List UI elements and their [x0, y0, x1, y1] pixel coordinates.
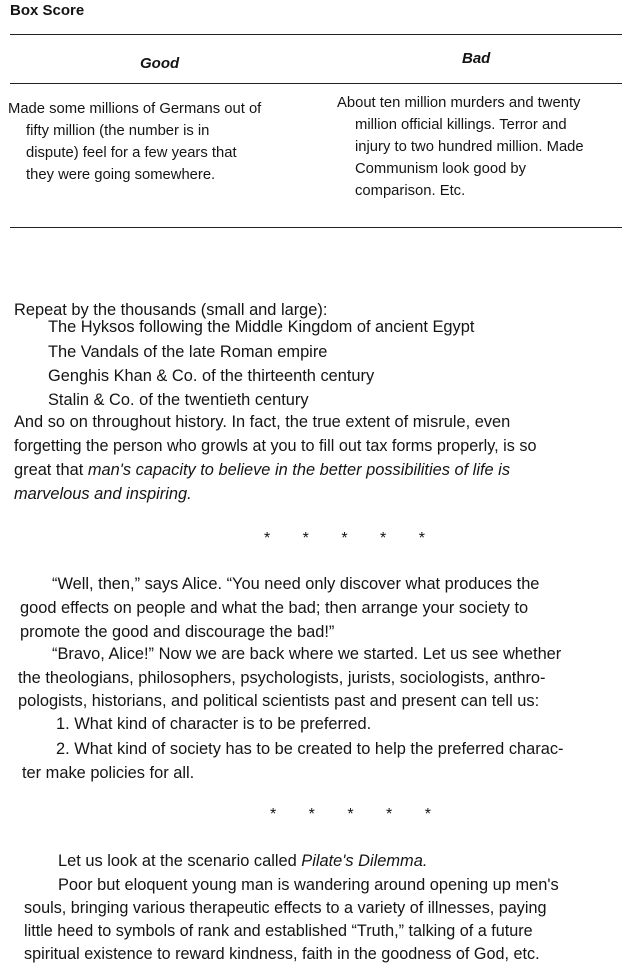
repeat-closing-line	[14, 458, 510, 482]
closing-prefix: great that	[14, 461, 88, 479]
repeat-intro: Repeat by the thousands (small and large):	[14, 301, 328, 319]
bad-line: About ten million murders and twenty	[337, 95, 581, 111]
good-line: they were going somewhere.	[26, 167, 216, 183]
alice-line: “Bravo, Alice!” Now we are back where we started. Let us see whether	[52, 645, 562, 663]
pilate-intro-prefix: Let us look at the scenario called	[58, 852, 302, 870]
repeat-item: The Vandals of the late Roman empire	[48, 343, 328, 361]
pilate-intro	[58, 849, 427, 873]
good-heading: Good	[140, 55, 180, 72]
good-line: fifty million (the number is in	[26, 123, 210, 139]
good-line: Made some millions of Germans out of	[8, 101, 262, 117]
bad-line: Communism look good by	[355, 161, 527, 177]
section-separator: * * * * *	[264, 530, 439, 547]
repeat-item: The Hyksos following the Middle Kingdom of ancient Egypt	[48, 318, 475, 336]
good-line: dispute) feel for a few years that	[26, 145, 237, 161]
alice-line: the theologians, philosophers, psychologists, jurists, sociologists, anthro-	[18, 669, 546, 687]
repeat-closing-line: And so on throughout history. In fact, the true extent of misrule, even	[14, 413, 511, 431]
question-2-cont: ter make policies for all.	[22, 764, 195, 782]
alice-line: promote the good and discourage the bad!”	[20, 623, 335, 641]
table-top-rule	[10, 34, 622, 35]
table-header-rule	[10, 83, 622, 84]
alice-line: pologists, historians, and political scientists past and present can tell us:	[18, 692, 540, 710]
repeat-item: Stalin & Co. of the twentieth century	[48, 391, 309, 409]
table-bottom-rule	[10, 227, 622, 228]
bad-line: million official killings. Terror and	[355, 117, 567, 133]
bad-line: comparison. Etc.	[355, 183, 466, 199]
bad-column	[337, 92, 637, 202]
good-column	[8, 98, 308, 186]
bad-heading: Bad	[462, 50, 491, 67]
alice-line: good effects on people and what the bad; then arrange your society to	[20, 599, 529, 617]
repeat-closing-line: marvelous and inspiring.	[14, 485, 192, 503]
pilate-line: Poor but eloquent young man is wandering around opening up men's	[58, 876, 559, 894]
section-separator: * * * * *	[270, 806, 445, 823]
bad-line: injury to two hundred million. Made	[355, 139, 584, 155]
question-1: 1. What kind of character is to be preferred.	[56, 715, 372, 733]
repeat-item: Genghis Khan & Co. of the thirteenth century	[48, 367, 375, 385]
repeat-closing-line: forgetting the person who growls at you to fill out tax forms properly, is so	[14, 437, 537, 455]
pilate-line: little heed to symbols of rank and established “Truth,” talking of a future	[24, 922, 533, 940]
box-score-title: Box Score	[10, 2, 85, 19]
question-2: 2. What kind of society has to be created to help the preferred charac-	[56, 740, 564, 758]
pilate-line: spiritual existence to reward kindness, faith in the goodness of God, etc.	[24, 945, 540, 963]
pilate-title: Pilate's Dilemma.	[301, 852, 428, 870]
alice-line: “Well, then,” says Alice. “You need only discover what produces the	[52, 575, 540, 593]
pilate-line: souls, bringing various therapeutic effects to a variety of illnesses, paying	[24, 899, 547, 917]
closing-emphasis: man's capacity to believe in the better possibilities of life is	[87, 461, 511, 479]
